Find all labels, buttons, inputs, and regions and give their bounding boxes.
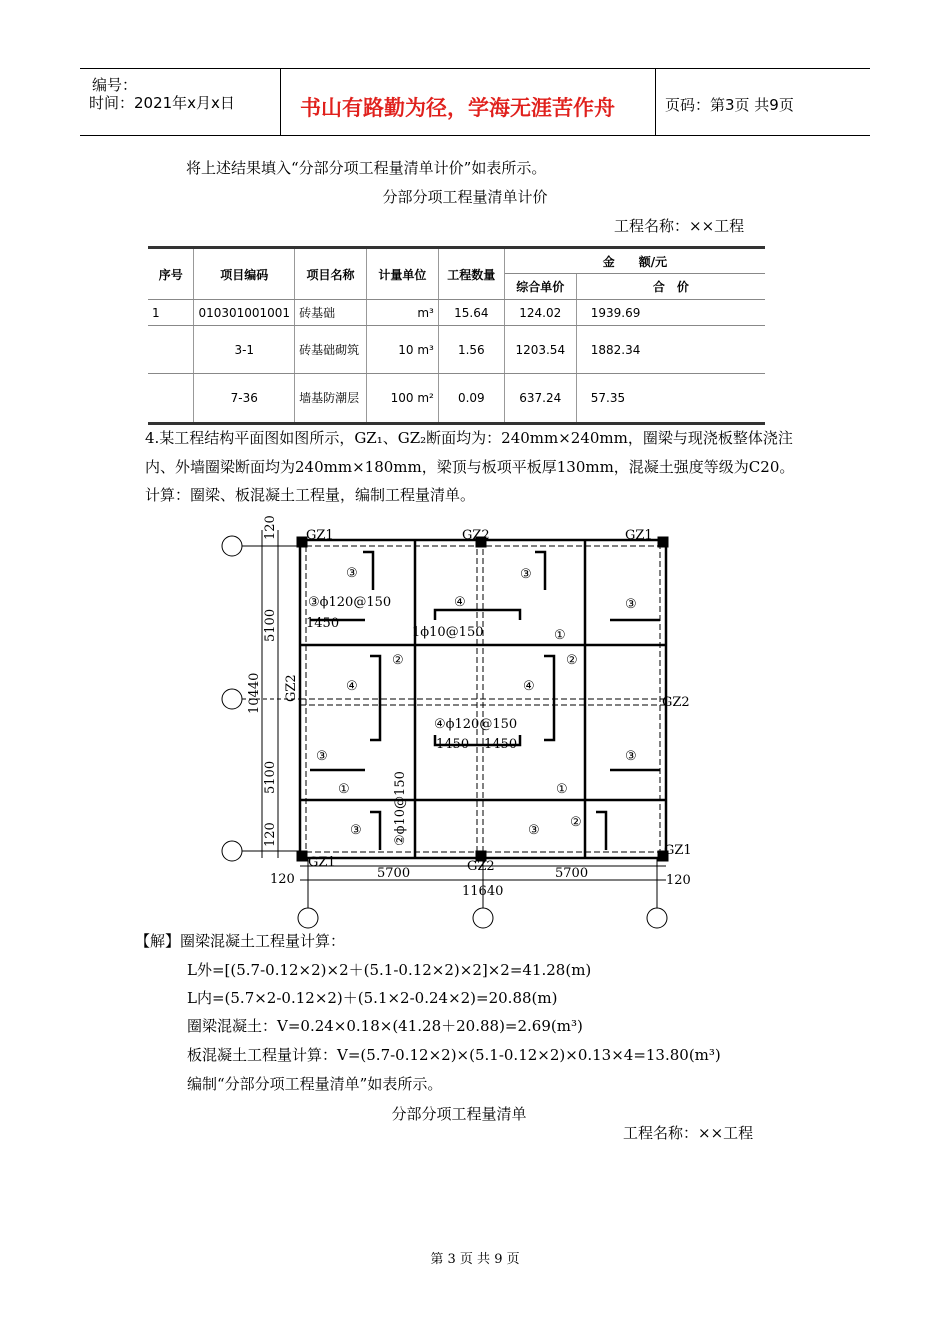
callout-2-b: ② (566, 653, 578, 668)
rebar-label-4: ④ϕ120@150 (434, 717, 518, 732)
dim-11640: 11640 (462, 884, 504, 899)
callout-1-a: ① (554, 628, 566, 643)
solution-l-inner: L内=(5.7×2-0.12×2)＋(5.1×2-0.24×2)=20.88(m) (187, 989, 558, 1007)
cell-unit-price: 124.02 (504, 300, 576, 326)
label-gz2-left: GZ2 (284, 674, 299, 702)
cell-code: 3-1 (194, 326, 295, 374)
axis-bubble-center (473, 908, 493, 928)
header-divider-right (655, 68, 656, 136)
callout-4-b: ④ (346, 679, 358, 694)
cell-name: 砖基础砌筑 (295, 326, 367, 374)
cell-qty: 1.56 (438, 326, 504, 374)
callout-3-e: ③ (625, 749, 637, 764)
dim-10440: 10440 (247, 672, 262, 714)
structural-plan-drawing (215, 512, 705, 932)
col-header-qty: 工程数量 (438, 248, 504, 300)
rebar-label-2: ②ϕ10@150 (393, 771, 408, 846)
header-bottom-rule (80, 135, 870, 136)
label-gz1-bl: GZ1 (308, 855, 336, 870)
axis-bubble-left (298, 908, 318, 928)
label-gz1-br: GZ1 (664, 843, 692, 858)
table1-title: 分部分项工程量清单计价 (382, 188, 548, 206)
col-header-code: 项目编码 (194, 248, 295, 300)
cell-name: 砖基础 (295, 300, 367, 326)
callout-1-b: ① (338, 782, 350, 797)
page-footer: 第 3 页 共 9 页 (430, 1252, 520, 1267)
solution-compile: 编制“分部分项工程量清单”如表所示。 (187, 1075, 443, 1093)
callout-3-f: ③ (350, 823, 362, 838)
col-header-total: 合 价 (576, 274, 765, 300)
col-header-name: 项目名称 (295, 248, 367, 300)
cell-total: 1882.34 (576, 326, 765, 374)
callout-4-a: ④ (454, 595, 466, 610)
dim-120-right: 120 (666, 873, 691, 888)
label-gz2-right: GZ2 (662, 695, 690, 710)
callout-3-a: ③ (346, 566, 358, 581)
dim-5700-left: 5700 (377, 866, 411, 881)
table2-title: 分部分项工程量清单 (391, 1105, 527, 1123)
callout-4-c: ④ (523, 679, 535, 694)
problem-line-2: 内、外墙圈梁断面均为240mm×180mm，梁顶与板项平板厚130mm，混凝土强度等级为C20。 (145, 458, 795, 476)
col-header-seq: 序号 (148, 248, 194, 300)
dim-5100-top: 5100 (263, 608, 278, 642)
label-gz1-tl: GZ1 (306, 528, 334, 543)
callout-2-c: ② (570, 815, 582, 830)
cell-seq (148, 374, 194, 424)
col-header-unit-price: 综合单价 (504, 274, 576, 300)
dim-1450-a: 1450 (436, 737, 470, 752)
cell-qty: 0.09 (438, 374, 504, 424)
label-gz2-top: GZ2 (462, 528, 490, 543)
cell-unit-price: 637.24 (504, 374, 576, 424)
rebar-label-1: 1ϕ10@150 (412, 625, 484, 640)
cell-unit: 100 m² (366, 374, 438, 424)
rebar-label-3: ③ϕ120@150 (308, 595, 392, 610)
intro-line: 将上述结果填入“分部分项工程量清单计价”如表所示。 (186, 159, 547, 177)
dim-1450-b: 1450 (484, 737, 518, 752)
axis-bubble-right (647, 908, 667, 928)
cell-total: 57.35 (576, 374, 765, 424)
cell-unit: m³ (366, 300, 438, 326)
label-gz1-tr: GZ1 (625, 528, 653, 543)
dim-5700-right: 5700 (555, 866, 589, 881)
problem-line-1: 4.某工程结构平面图如图所示，GZ₁、GZ₂断面均为：240mm×240mm，圈梁与现浇板整体浇注 (145, 429, 793, 447)
cell-code: 010301001001 (194, 300, 295, 326)
cell-unit: 10 m³ (366, 326, 438, 374)
callout-2-a: ② (392, 653, 404, 668)
header-divider-left (280, 68, 281, 136)
col-header-amount: 金 额/元 (504, 248, 765, 274)
table-row (148, 374, 765, 424)
callout-3-b: ③ (520, 567, 532, 582)
solution-slab: 板混凝土工程量计算：V=(5.7-0.12×2)×(5.1-0.12×2)×0.13×4=13.80(m³) (187, 1046, 721, 1064)
column-gz1-bl (297, 851, 307, 861)
solution-l-outer: L外=[(5.7-0.12×2)×2＋(5.1-0.12×2)×2]×2=41.28(m) (187, 961, 592, 979)
axis-bubble-top (222, 536, 242, 556)
dim-5100-bottom: 5100 (263, 760, 278, 794)
cell-code: 7-36 (194, 374, 295, 424)
col-header-unit: 计量单位 (366, 248, 438, 300)
callout-3-g: ③ (528, 823, 540, 838)
cell-total: 1939.69 (576, 300, 765, 326)
header-top-rule (80, 68, 870, 69)
cell-unit-price: 1203.54 (504, 326, 576, 374)
cell-seq: 1 (148, 300, 194, 326)
axis-bubble-bottom (222, 841, 242, 861)
cell-name: 墙基防潮层 (295, 374, 367, 424)
header-time: 时间：2021年x月x日 (89, 94, 235, 112)
label-gz2-bottom: GZ2 (467, 859, 495, 874)
solution-heading: 【解】圈梁混凝土工程量计算： (135, 932, 346, 950)
problem-line-3: 计算：圈梁、板混凝土工程量，编制工程量清单。 (145, 486, 476, 504)
table2-project-name: 工程名称：××工程 (623, 1124, 754, 1142)
dim-120-bottom: 120 (263, 822, 278, 847)
dim-120-left: 120 (270, 872, 295, 887)
dim-120-top: 120 (263, 515, 278, 540)
axis-bubble-middle (222, 689, 242, 709)
callout-3-c: ③ (625, 597, 637, 612)
callout-1-c: ① (556, 782, 568, 797)
dim-1450-left: 1450 (306, 616, 340, 631)
pricing-table (148, 246, 765, 425)
header-page-info: 页码：第3页 共9页 (665, 96, 794, 114)
header-number-label: 编号： (92, 76, 138, 94)
table1-project-name: 工程名称：××工程 (614, 217, 745, 235)
table-row (148, 326, 765, 374)
header-motto: 书山有路勤为径，学海无涯苦作舟 (300, 96, 615, 120)
cell-seq (148, 326, 194, 374)
column-gz1-tr (658, 537, 668, 547)
callout-3-d: ③ (316, 749, 328, 764)
solution-ring-beam: 圈梁混凝土：V=0.24×0.18×(41.28＋20.88)=2.69(m³) (187, 1017, 583, 1035)
cell-qty: 15.64 (438, 300, 504, 326)
table-row (148, 300, 765, 326)
